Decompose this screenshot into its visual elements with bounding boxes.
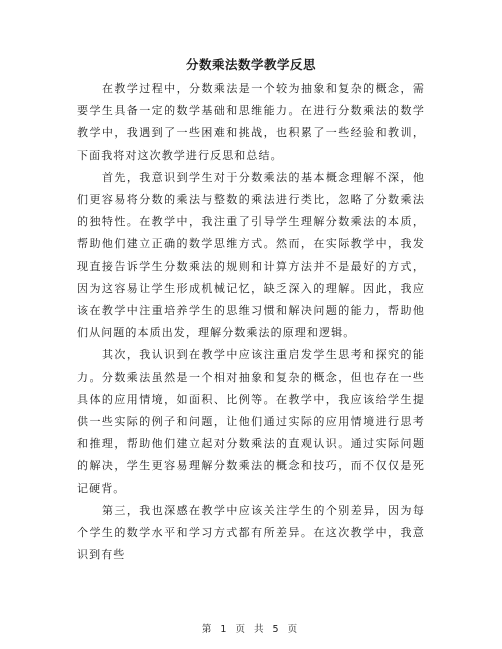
paragraph-second-point: 其次，我认识到在教学中应该注重启发学生思考和探究的能力。分数乘法虽然是一个相对抽象和复杂的概念，但也存在一些具体的应用情境，如面积、比例等。在教学中，我应该给学生提供一些实际的例子和问题，让他们通过实际的应用情境进行思考和推理，帮助他们建立起对分数乘法的直观认识。通过实际问题的解决，学生更容易理解分数乘法的概念和技巧，而不仅仅是死记硬背。 xyxy=(77,348,425,495)
paragraph-intro: 在教学过程中，分数乘法是一个较为抽象和复杂的概念，需要学生具备一定的数学基础和思维能力。在进行分数乘法的数学教学中，我遇到了一些困难和挑战，也积累了一些经验和教训，下面我将对这次教学进行反思和总结。 xyxy=(77,82,425,162)
paragraph-first-point: 首先，我意识到学生对于分数乘法的基本概念理解不深，他们更容易将分数的乘法与整数的乘法进行类比，忽略了分数乘法的独特性。在教学中，我注重了引导学生理解分数乘法的本质，帮助他们建立正确的数学思维方式。然而，在实际教学中，我发现直接告诉学生分数乘法的规则和计算方法并不是最好的方式，因为这容易让学生形成机械记忆，缺乏深入的理解。因此，我应该在教学中注重培养学生的思维习惯和解决问题的能力，帮助他们从问题的本质出发，理解分数乘法的原理和逻辑。 xyxy=(77,170,425,340)
page-number-footer: 第 1 页 共 5 页 xyxy=(201,624,301,635)
document-title: 分数乘法数学教学反思 xyxy=(185,57,316,72)
document-body xyxy=(77,78,425,566)
paragraph-third-point: 第三，我也深感在教学中应该关注学生的个别差异，因为每个学生的数学水平和学习方式都有所差异。在这次教学中，我意识到有些 xyxy=(77,503,425,562)
